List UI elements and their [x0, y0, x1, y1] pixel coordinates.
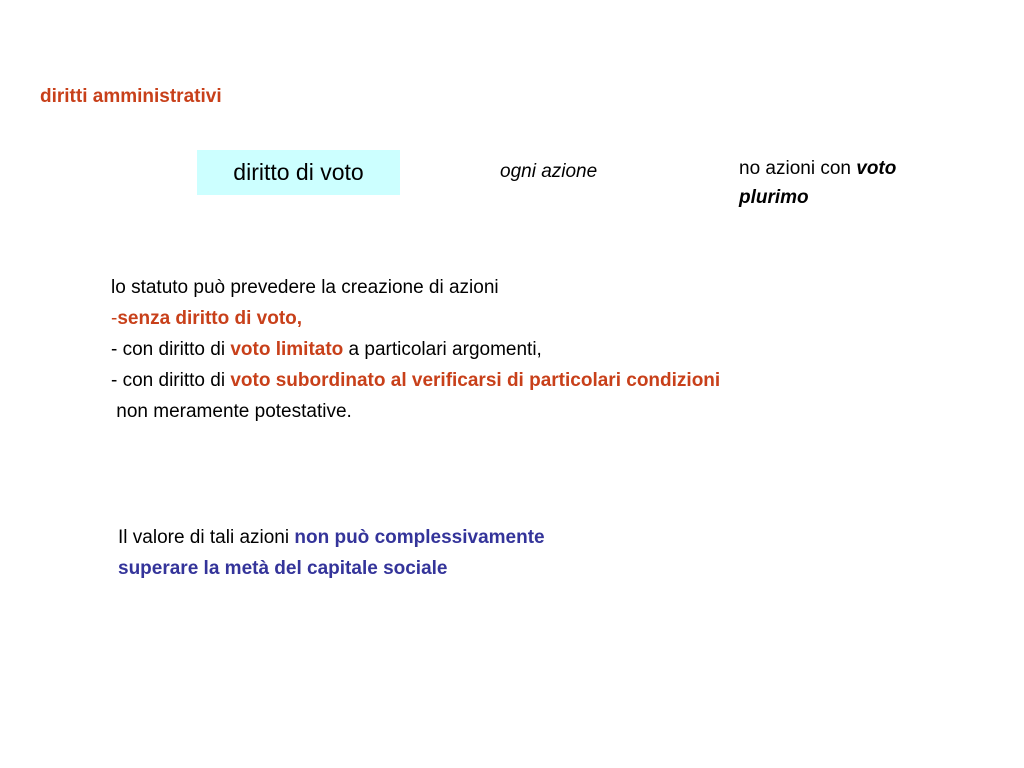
value-limit-line-1-prefix: Il valore di tali azioni [118, 527, 295, 548]
value-limit-line-1-highlight: non può complessivamente [294, 527, 545, 548]
value-limit-paragraph [118, 522, 545, 584]
voting-right-box [197, 150, 400, 195]
statute-line-4 [111, 365, 720, 396]
every-share-note: ogni azione [500, 161, 598, 182]
statute-line-2 [111, 303, 720, 334]
no-plural-vote-note [739, 154, 979, 212]
statute-line-4-prefix: - con diritto di [111, 370, 231, 391]
voting-right-label: diritto di voto [233, 159, 364, 185]
statute-line-3-highlight: voto limitato [230, 339, 344, 360]
no-plural-vote-emphasis-1: voto [856, 158, 897, 179]
statute-line-3 [111, 334, 720, 365]
value-limit-line-2: superare la metà del capitale sociale [118, 558, 448, 579]
no-plural-vote-prefix: no azioni con [739, 158, 857, 179]
statute-line-5: non meramente potestative. [111, 401, 352, 422]
statute-paragraph [111, 272, 720, 427]
statute-line-3-suffix: a particolari argomenti, [343, 339, 542, 360]
statute-line-2-highlight: senza diritto di voto, [117, 308, 303, 329]
statute-line-2-dash: - [111, 308, 118, 329]
value-limit-line-1 [118, 522, 545, 553]
no-plural-vote-emphasis-2: plurimo [739, 187, 809, 208]
statute-line-1: lo statuto può prevedere la creazione di azioni [111, 277, 499, 298]
section-title: diritti amministrativi [40, 86, 222, 107]
statute-line-3-prefix: - con diritto di [111, 339, 231, 360]
statute-line-4-highlight: voto subordinato al verificarsi di particolari condizioni [230, 370, 721, 391]
